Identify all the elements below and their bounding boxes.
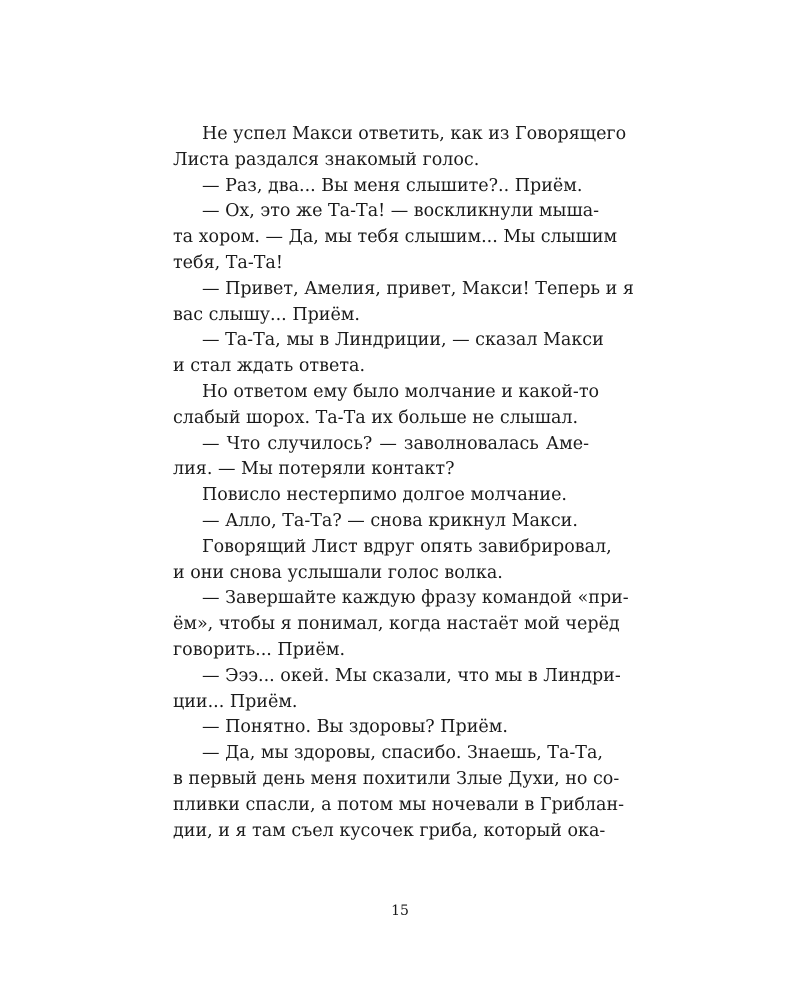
text-line: Но ответом ему было молчание и какой-то bbox=[202, 381, 600, 402]
page-text bbox=[173, 122, 634, 844]
text-line: — Понятно. Вы здоровы? Приём. bbox=[202, 717, 508, 738]
text-line: и стал ждать ответа. bbox=[173, 356, 366, 377]
text-line: Повисло нестерпимо долгое молчание. bbox=[202, 485, 567, 506]
text-line: дии, и я там съел кусочек гриба, который ока- bbox=[173, 820, 606, 841]
text-line: ции... Приём. bbox=[173, 691, 298, 712]
text-line: — Ох, это же Та-Та! — воскликнули мыша- bbox=[202, 201, 600, 222]
text-line: слабый шорох. Та-Та их больше не слышал. bbox=[173, 407, 579, 428]
page-number: 15 bbox=[391, 903, 409, 919]
text-line: — Та-Та, мы в Линдриции, — сказал Макси bbox=[202, 330, 604, 351]
text-line: та хором. — Да, мы тебя слышим... Мы слышим bbox=[173, 227, 618, 248]
text-line: и они снова услышали голос волка. bbox=[173, 562, 503, 583]
text-line: Не успел Макси ответить, как из Говорящего bbox=[202, 124, 627, 144]
text-line: лия. — Мы потеряли контакт? bbox=[173, 459, 455, 480]
text-line: Говорящий Лист вдруг опять завибрировал, bbox=[202, 536, 612, 557]
text-line: — Раз, два... Вы меня слышите?.. Приём. bbox=[202, 175, 583, 196]
text-line: вас слышу... Приём. bbox=[173, 304, 360, 325]
text-line: говорить... Приём. bbox=[173, 639, 346, 660]
text-line: — Завершайте каждую фразу командой «при- bbox=[202, 588, 629, 609]
text-line: ём», чтобы я понимал, когда настаёт мой черёд bbox=[173, 614, 620, 635]
text-line: в первый день меня похитили Злые Духи, но со- bbox=[173, 768, 620, 789]
text-line: — Привет, Амелия, привет, Макси! Теперь и я bbox=[202, 278, 634, 299]
text-line: тебя, Та-Та! bbox=[173, 252, 283, 273]
text-line: пливки спасли, а потом мы ночевали в Гриблан- bbox=[173, 794, 625, 815]
text-line: — Алло, Та-Та? — снова крикнул Макси. bbox=[202, 510, 578, 531]
text-line: Листа раздался знакомый голос. bbox=[173, 149, 480, 170]
text-line: — Да, мы здоровы, спасибо. Знаешь, Та-Та, bbox=[202, 743, 603, 764]
text-line: — Эээ... окей. Мы сказали, что мы в Линдри- bbox=[202, 665, 621, 686]
text-line: — Что случилось? — заволновалась Аме- bbox=[202, 433, 589, 454]
